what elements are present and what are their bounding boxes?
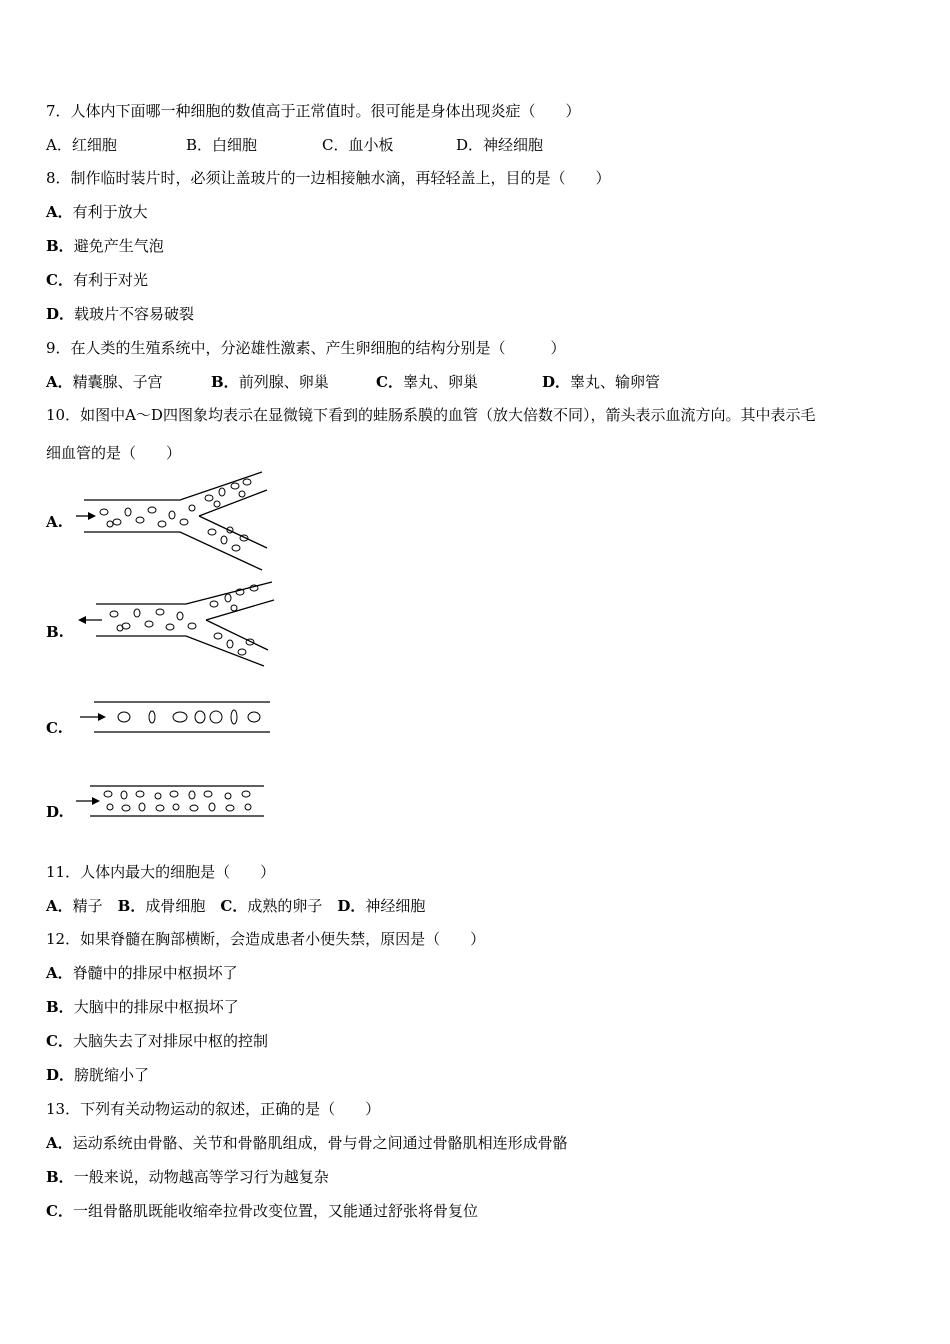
q8-option-b: B．避免产生气泡	[46, 237, 164, 255]
q11-option-a: A．精子	[46, 897, 103, 915]
q10-stem-line1: 10．如图中A～D四图象均表示在显微镜下看到的蛙肠系膜的血管（放大倍数不同），箭头表示血流方向。其中表示毛	[46, 406, 816, 424]
q8-stem: 8．制作临时装片时，必须让盖玻片的一边相接触水滴，再轻轻盖上，目的是（ ）	[46, 169, 611, 187]
q7-stem: 7．人体内下面哪一种细胞的数值高于正常值时。很可能是身体出现炎症（ ）	[46, 102, 581, 120]
q12-option-b: B．大脑中的排尿中枢损坏了	[46, 998, 239, 1016]
q9-option-c: C．睾丸、卵巢	[376, 373, 478, 391]
figure-d-label: D.	[46, 803, 64, 821]
q8-option-c: C．有利于对光	[46, 271, 148, 289]
q8-option-a: A．有利于放大	[46, 203, 148, 221]
q10-stem-line2: 细血管的是（ ）	[46, 444, 182, 462]
q11-option-b: B．成骨细胞	[117, 897, 206, 915]
figure-b-vessel	[74, 580, 280, 670]
q7-option-d: D．神经细胞	[456, 136, 544, 154]
q7-option-c: C．血小板	[322, 136, 394, 154]
figure-c-vessel	[76, 698, 274, 738]
q12-option-c: C．大脑失去了对排尿中枢的控制	[46, 1032, 268, 1050]
q9-options	[46, 372, 660, 392]
figure-b-label: B.	[46, 623, 64, 641]
q11-options	[46, 896, 425, 916]
q11-option-c: C．成熟的卵子	[220, 897, 323, 915]
q11-option-d: D．神经细胞	[337, 897, 426, 915]
figure-d-vessel	[72, 782, 268, 822]
q7-option-a: A．红细胞	[46, 136, 117, 154]
q9-option-b: B．前列腺、卵巢	[211, 373, 329, 391]
q11-stem: 11．人体内最大的细胞是（ ）	[46, 863, 276, 881]
q9-option-a: A．精囊腺、子宫	[46, 373, 163, 391]
q7-option-b: B．白细胞	[186, 136, 258, 154]
figure-a-label: A.	[46, 513, 63, 531]
q8-option-d: D．载玻片不容易破裂	[46, 305, 195, 323]
q13-option-b: B．一般来说，动物越高等学习行为越复杂	[46, 1168, 329, 1186]
figure-c-label: C.	[46, 719, 63, 737]
q13-option-a: A．运动系统由骨骼、关节和骨骼肌组成，骨与骨之间通过骨骼肌相连形成骨骼	[46, 1134, 568, 1152]
q9-stem: 9．在人类的生殖系统中，分泌雄性激素、产生卵细胞的结构分别是（ ）	[46, 339, 566, 357]
q13-stem: 13．下列有关动物运动的叙述，正确的是（ ）	[46, 1100, 381, 1118]
q12-option-a: A．脊髓中的排尿中枢损坏了	[46, 964, 238, 982]
q12-stem: 12．如果脊髓在胸部横断，会造成患者小便失禁，原因是（ ）	[46, 930, 486, 948]
q7-options	[46, 135, 543, 155]
q9-option-d: D．睾丸、输卵管	[542, 373, 661, 391]
q12-option-d: D．膀胱缩小了	[46, 1066, 150, 1084]
figure-a-vessel	[72, 470, 272, 572]
q13-option-c: C．一组骨骼肌既能收缩牵拉骨改变位置，又能通过舒张将骨复位	[46, 1202, 478, 1220]
